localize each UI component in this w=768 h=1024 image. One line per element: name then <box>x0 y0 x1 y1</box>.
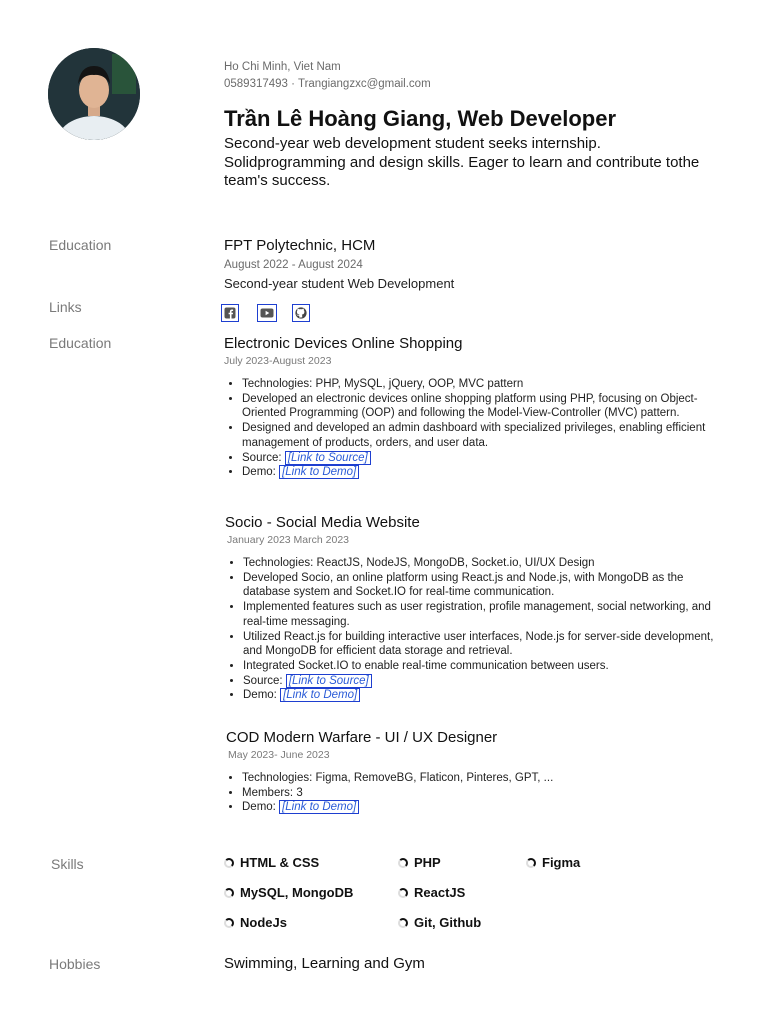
source-label: Source: <box>242 451 282 464</box>
skill-item <box>224 915 287 930</box>
project-item <box>225 514 725 703</box>
youtube-icon[interactable] <box>257 304 277 322</box>
section-label-education: Education <box>49 237 112 253</box>
demo-label: Demo: <box>242 466 276 479</box>
facebook-icon[interactable] <box>221 304 239 322</box>
project-dates: July 2023-August 2023 <box>224 355 332 367</box>
project-title: Socio - Social Media Website <box>225 514 420 531</box>
skill-item <box>398 855 441 870</box>
project-dates: May 2023- June 2023 <box>228 749 330 761</box>
section-label-projects: Education <box>49 335 112 351</box>
school-name: FPT Polytechnic, HCM <box>224 237 376 254</box>
skill-item <box>224 885 353 900</box>
skill-item <box>224 855 319 870</box>
github-icon[interactable] <box>292 304 310 322</box>
project-bullet: • Developed Socio, an online platform using React.js and Node.js, with MongoDB as the database system and Socket.IO for real-time communication. <box>243 571 725 600</box>
project-bullet: • Designed and developed an admin dashboard with specialized privileges, enabling efficient management of products, orders, and user data. <box>242 421 724 450</box>
project-bullet: • Technologies: Figma, RemoveBG, Flaticon, Pinteres, GPT, ... <box>242 771 726 786</box>
project-bullet: • Technologies: ReactJS, NodeJS, MongoDB, Socket.io, UI/UX Design <box>243 556 725 571</box>
skill-level-icon <box>398 918 408 928</box>
skill-label: Figma <box>542 855 581 870</box>
demo-link[interactable]: [Link to Demo] <box>279 800 359 814</box>
source-link[interactable]: [Link to Source] <box>286 674 372 688</box>
skill-label: Git, Github <box>414 915 482 930</box>
skill-level-icon <box>224 888 234 898</box>
project-bullet <box>242 451 724 466</box>
project-title: COD Modern Warfare - UI / UX Designer <box>226 729 498 746</box>
source-link[interactable]: [Link to Source] <box>285 451 371 465</box>
project-bullet: • Members: 3 <box>242 786 726 801</box>
summary-text: Second-year web development student seeks internship. Solidprogramming and design skills. Eager to learn and contribute tothe team's success. <box>224 135 700 189</box>
skill-label: MySQL, MongoDB <box>240 885 354 900</box>
skill-label: HTML & CSS <box>240 855 320 870</box>
contact-text: 0589317493 · Trangiangzxc@gmail.com <box>224 78 431 90</box>
project-bullet: • Implemented features such as user registration, profile management, social networking, and real-time messaging. <box>243 600 725 629</box>
project-dates: January 2023 March 2023 <box>227 534 349 546</box>
section-label-skills: Skills <box>51 856 84 872</box>
section-label-hobbies: Hobbies <box>49 956 101 972</box>
project-bullet <box>243 688 725 703</box>
school-program: Second-year student Web Development <box>224 276 455 291</box>
project-bullet: • Integrated Socket.IO to enable real-time communication between users. <box>243 659 725 674</box>
avatar <box>48 48 140 140</box>
project-item <box>226 729 726 815</box>
location-text: Ho Chi Minh, Viet Nam <box>224 61 341 73</box>
skill-label: PHP <box>414 855 441 870</box>
skill-item <box>398 915 481 930</box>
project-bullet: • Utilized React.js for building interactive user interfaces, Node.js for server-side development, and MongoDB for efficient data storage and retrieval. <box>243 630 725 659</box>
skill-label: ReactJS <box>414 885 466 900</box>
project-bullet: • Technologies: PHP, MySQL, jQuery, OOP, MVC pattern <box>242 377 724 392</box>
skill-item <box>526 855 580 870</box>
demo-link[interactable]: [Link to Demo] <box>279 465 359 479</box>
project-bullet <box>242 465 724 480</box>
demo-label: Demo: <box>242 801 276 814</box>
project-bullet <box>242 800 726 815</box>
school-dates: August 2022 - August 2024 <box>224 259 363 271</box>
skill-level-icon <box>398 888 408 898</box>
project-item <box>224 335 724 480</box>
skill-level-icon <box>224 918 234 928</box>
demo-label: Demo: <box>243 689 277 702</box>
skill-label: NodeJs <box>240 915 287 930</box>
project-title: Electronic Devices Online Shopping <box>224 335 463 352</box>
page-title: Trần Lê Hoàng Giang, Web Developer <box>224 106 617 131</box>
demo-link[interactable]: [Link to Demo] <box>280 688 360 702</box>
hobbies-text: Swimming, Learning and Gym <box>224 955 425 972</box>
project-bullet <box>243 674 725 689</box>
source-label: Source: <box>243 674 283 687</box>
section-label-links: Links <box>49 299 82 315</box>
skill-level-icon <box>224 858 234 868</box>
skill-level-icon <box>398 858 408 868</box>
skill-item <box>398 885 465 900</box>
project-bullet: • Developed an electronic devices online shopping platform using PHP, focusing on Object-Oriented Programming (OOP) and following the Model-View-Controller (MVC) pattern. <box>242 392 724 421</box>
skill-level-icon <box>526 858 536 868</box>
